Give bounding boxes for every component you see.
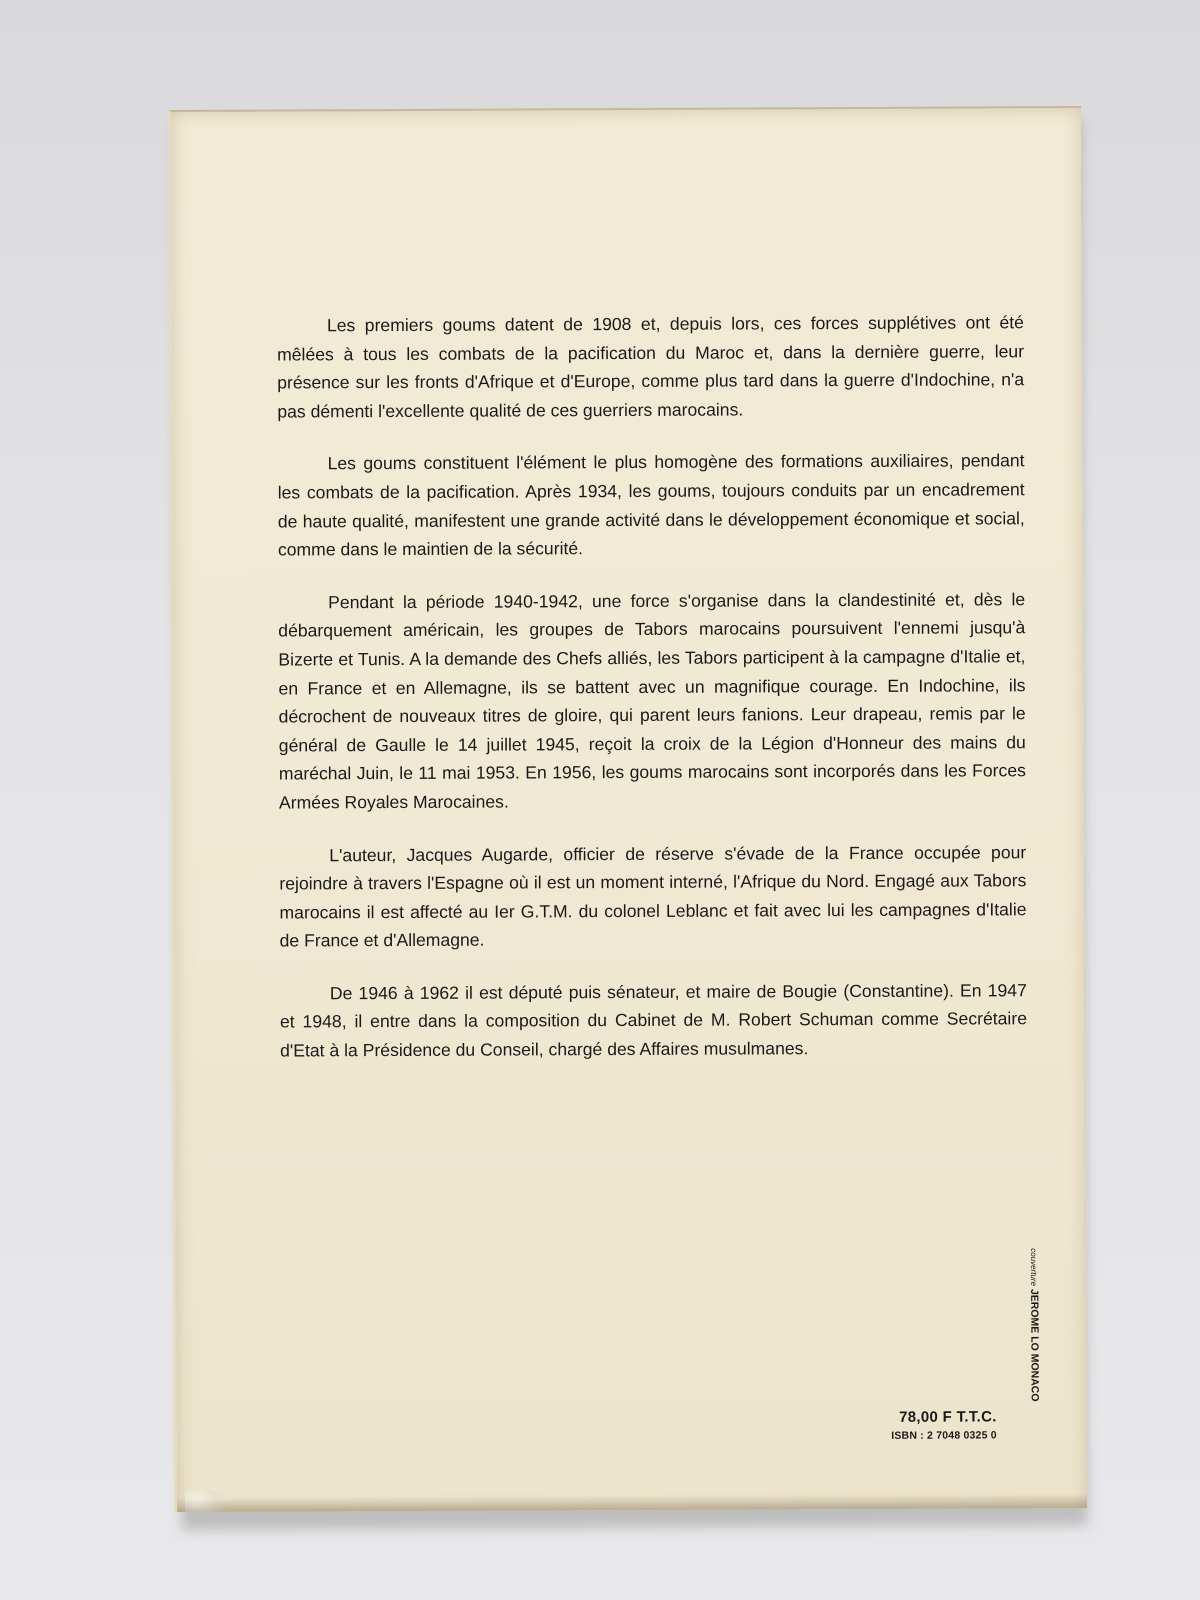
cover-credit-prefix: couverture [1028,1248,1039,1287]
price-block [737,1408,997,1442]
blurb-text [277,308,1027,1089]
isbn: ISBN : 2 7048 0325 0 [891,1429,997,1442]
blurb-paragraph-4: L'auteur, Jacques Augarde, officier de réserve s'évade de la France occupée pour rejoindre à travers l'Espagne où il est un moment interné, l'Afrique du Nord. Engagé aux Tabors marocains il est affecté au Ier G.T.M. du colonel Leblanc et fait avec lui les campagnes d'Italie de France et d'Allemagne. [279,841,1027,951]
book-back-cover [168,106,1087,1512]
price: 78,00 F T.T.C. [899,1408,997,1426]
blurb-paragraph-2: Les goums constituent l'élément le plus homogène des formations auxiliaires, pendant les combats de la pacification. Après 1934, les goums, toujours conduits par un encadrement de haute qualité, manifestent une grande activité dans le développement économique et social, comme dans le maintien de la sécurité. [277,450,1025,560]
blurb-paragraph-1: Les premiers goums datent de 1908 et, depuis lors, ces forces supplétives ont été mêlées à tous les combats de la pacification du Maroc et, dans la dernière guerre, leur présence sur les fronts d'Afrique et d'Europe, comme plus tard dans la guerre d'Indochine, n'a pas démenti l'excellente qualité de ces guerriers marocains. [277,312,1025,422]
cover-credit [1024,1248,1041,1448]
worn-corner [185,1490,225,1512]
blurb-paragraph-5: De 1946 à 1962 il est député puis sénateur, et maire de Bougie (Constantine). En 1947 et 1948, il entre dans la composition du Cabinet de M. Robert Schuman comme Secrétaire d'Etat à la Présidence du Conseil, chargé des Affaires musulmanes. [279,980,1028,1061]
cover-credit-name: JEROME LO MONACO [1028,1288,1041,1402]
blurb-paragraph-3: Pendant la période 1940-1942, une force s'organise dans la clandestinité et, dès le débarquement américain, les groupes de Tabors marocains poursuivent l'ennemi jusqu'à Bizerte et Tunis. A la demande des Chefs alliés, les Tabors participent à la campagne d'Italie et, en France et en Allemagne, ils se battent avec un magnifique courage. En Indochine, ils décrochent de nouveaux titres de gloire, qui parent leurs fanions. Leur drapeau, remis par le général de Gaulle le 14 juillet 1945, reçoit la croix de la Légion d'Honneur des mains du maréchal Juin, le 11 mai 1953. En 1956, les goums marocains sont incorporés dans les Forces Armées Royales Marocaines. [278,589,1026,813]
